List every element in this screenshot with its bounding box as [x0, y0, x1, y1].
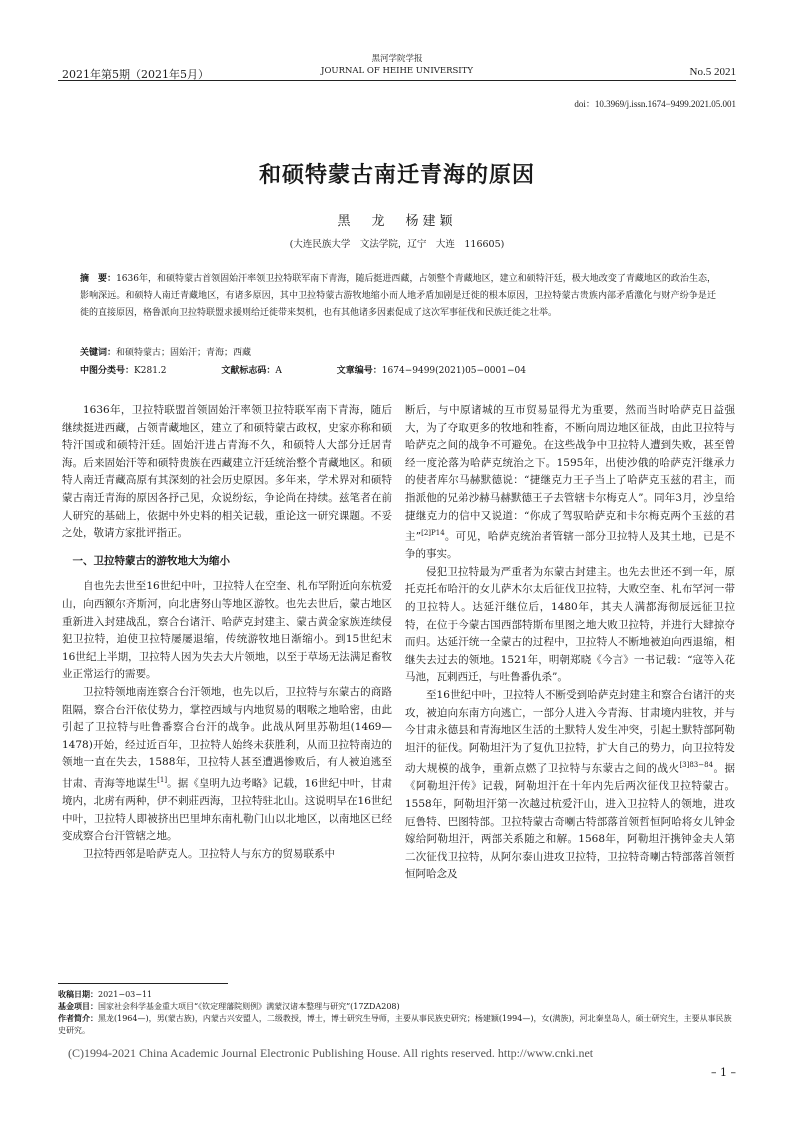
body-right-column — [405, 402, 735, 884]
abstract-label: 摘 要： — [80, 274, 117, 284]
header-rule — [58, 80, 736, 81]
classification-line — [80, 363, 716, 376]
page-number: – 1 – — [711, 1066, 736, 1079]
paragraph: 断后，与中原诸城的互市贸易显得尤为重要，然而当时哈萨克日益强大，为了夺取更多的牧地和牲畜，不断向周边地区征战，由此卫拉特与哈萨克之间的战争不可避免。在这些战争中卫拉特人遭到失败，甚至曾经一度沦落为哈萨克统治之下。1595年，出使沙俄的哈萨克汗继承力的使者库尔马赫默德说：“捷继克力王子当上了哈萨克玉兹的君主，而指派他的兄弟沙赫马赫默德王子去管辖卡尔梅克人”。同年3月，沙皇给捷继克力的信中又说道：“你成了驾驭哈萨克和卡尔梅克两个玉兹的君主”$^{[2]P14}$。可见，哈萨克统治者管辖一部分卫拉特人及其土地，已是不争的事实。 — [405, 404, 735, 561]
header-issue: 2021年第5期（2021年5月） — [62, 68, 209, 81]
citation: [3]83−84 — [679, 761, 714, 770]
copyright-notice: (C)1994-2021 China Academic Journal Electronic Publishing House. All rights reserved. http://www.cnki.net — [68, 1046, 594, 1060]
clc: 中图分类号：K281.2 — [80, 366, 167, 376]
journal-name-en: JOURNAL OF HEIHE UNIVERSITY — [321, 66, 473, 76]
section-heading: 一、卫拉特蒙古的游牧地大为缩小 — [72, 554, 230, 567]
paragraph: 卫拉特领地南连察合台汗领地，也先以后，卫拉特与东蒙古的商路阻隔，察合台汗依仗势力，掌控西域与内地贸易的咽喉之地哈密，由此引起了卫拉特与吐鲁番察合台汗的战争。此战从阿里苏勒坦(1469—1478)开始，经过近百年，卫拉特人始终未获胜利，从而卫拉特南边的领地一直在失去，1588年，卫拉特人甚至遭遇惨败后，有人被迫逃至甘肃、青海等地谋生[1]。据《皇明九边考略》记载，16世纪中叶，甘肃境内，北虏有两种，伊不剌莊西海，卫拉特驻北山。这说明早在16世纪中叶，卫拉特人即被挤出巴里坤东南札勒门山以北地区，以南地区已经变成察合台汗管辖之地。 — [62, 685, 392, 843]
paragraph: 自也先去世至16世纪中叶，卫拉特人在空奎、札布罕附近向东杭爱山，向西额尔齐斯河，向北唐努山等地区游牧。也先去世后，蒙古地区重新进入封建战乱，察合台诸汗、哈萨克封建主、蒙古黄金家族连续侵犯卫拉特，迫使卫拉特屡屡退缩，传统游牧地日渐缩小。到15世纪末16世纪上半期，卫拉特人因为失去大片领地，以至于草场无法满足畜牧业正常运行的需要。 — [62, 580, 392, 681]
abstract — [80, 271, 716, 322]
journal-name-cn: 黑河学院学报 — [371, 54, 423, 64]
keywords-text: 和硕特蒙古；固始汗；青海；西藏 — [116, 348, 252, 358]
paragraph: 卫拉特西邻是哈萨克人。卫拉特人与东方的贸易联系中 — [83, 847, 335, 860]
footnote-author: 作者简介：黑龙(1964—)，男(蒙古族)，内蒙古兴安盟人，二级教授，博士，博士研究生导师，主要从事民族史研究；杨建颖(1994—)，女(满族)，河北秦皇岛人，硕士研究生，主要从事民族史研究。 — [58, 1013, 732, 1035]
citation: [2]P14 — [421, 529, 445, 538]
paragraph: 至16世纪中叶，卫拉特人不断受到哈萨克封建主和察合台诸汗的夹攻，被迫向东南方向逃亡，一部分人进入今青海、甘肃境内驻牧，并与今甘肃永德县和青海地区生活的土默特人发生冲突，引起土默特部阿勒坦汗的征伐。阿勒坦汗为了复仇卫拉特，扩大自己的势力，向卫拉特发动大规模的战争，重新点燃了卫拉特与东蒙古之间的战火$^{[3]83-84}$。据《阿勒坦汗传》记载，阿勒坦汗在十年内先后两次征伐卫拉特蒙古。1558年，阿勒坦汗第一次越过杭爱汗山，进入卫拉特人的领地，进攻厄鲁特、巴图特部。卫拉特蒙古奇喇古特部落首领哲恒阿哈将女儿钟金嫁给阿勒坦汗，两部关系随之和解。1568年，阿勒坦汗携钟金夫人第二次征伐卫拉特，从阿尔泰山进攻卫拉特，卫拉特奇喇古特部落首领哲恒阿哈念及 — [405, 689, 736, 881]
keywords-label: 关键词： — [80, 348, 117, 358]
footnote-received: 收稿日期：2021−03−11 — [58, 989, 153, 999]
footnote-rule — [58, 983, 228, 984]
paragraph: 侵犯卫拉特最为严重者为东蒙古封建主。也先去世还不到一年，原托克托布哈汗的女儿萨木尔太后征伐卫拉特，大败空奎、札布罕河一带的卫拉特人。达延汗继位后，1480年，其夫人满都海彻辰远征卫拉特，在位于今蒙古国西部特斯布里图之地大败卫拉特，并进行大肆掠夺而归。达延汗统一全蒙古的过程中，卫拉特人不断地被迫向西退缩，相继失去过去的领地。1521年，明朝郑晓《今言》一书记载：“寇等入花马池，瓦剌西迁，与吐鲁番仇杀”。 — [405, 565, 735, 684]
footnote-fund: 基金项目：国家社会科学基金重大项目“《钦定理藩院则例》满蒙汉诸本整理与研究”(17ZDA208) — [58, 1001, 400, 1011]
doi-link[interactable]: doi：10.3969/j.issn.1674−9499.2021.05.001 — [574, 99, 736, 109]
keywords — [80, 345, 716, 358]
paragraph: 1636年，卫拉特联盟首领固始汗率领卫拉特联军南下青海，随后继续挺进西藏，占领青藏地区，建立了和硕特蒙古政权，史家亦称和硕特汗国或和硕特汗廷。固始汗进占青海不久，和硕特人大部分迁居青海。后来固始汗等和硕特贵族在西藏建立汗廷统治整个青藏地区。和硕特人南迁青藏高原有其深刻的社会历史原因。多年来，学术界对和硕特蒙古南迁青海的原因各抒己见，众说纷纭，争论尚在持续。兹笔者在前人研究的基础上，依据中外史料的相关记载，重论这一研究课题。不妥之处，敬请方家批评指正。 — [62, 404, 392, 540]
author-affiliation: (大连民族大学 文法学院，辽宁 大连 116605) — [289, 239, 505, 250]
header-journal — [0, 53, 794, 77]
abstract-text: 1636年，和硕特蒙古首领固始汗率领卫拉特联军南下青海，随后挺进西藏，占领整个青藏地区，建立和硕特汗廷，极大地改变了青藏地区的政治生态，影响深远。和硕特人南迁青藏地区，有诸多原因，其中卫拉特蒙古游牧地缩小而人地矛盾加剧是迁徙的根本原因，卫拉特蒙古贵族内部矛盾激化与财产纷争是迁徙的直接原因，格鲁派向卫拉特联盟求援则给迁徙带来契机，也有其他诸多因素促成了这次军事征伐和民族迁徙之壮举。 — [80, 274, 716, 318]
article-number: 文章编号：1674−9499(2021)05−0001−04 — [336, 366, 526, 376]
article-authors: 黑 龙 杨建颖 — [337, 214, 457, 229]
article-title: 和硕特蒙古南迁青海的原因 — [258, 162, 535, 188]
citation: [1] — [157, 775, 168, 784]
body-left-column — [62, 402, 392, 863]
doc-code: 文献标志码：A — [221, 366, 282, 376]
header-number: No.5 2021 — [689, 66, 736, 78]
